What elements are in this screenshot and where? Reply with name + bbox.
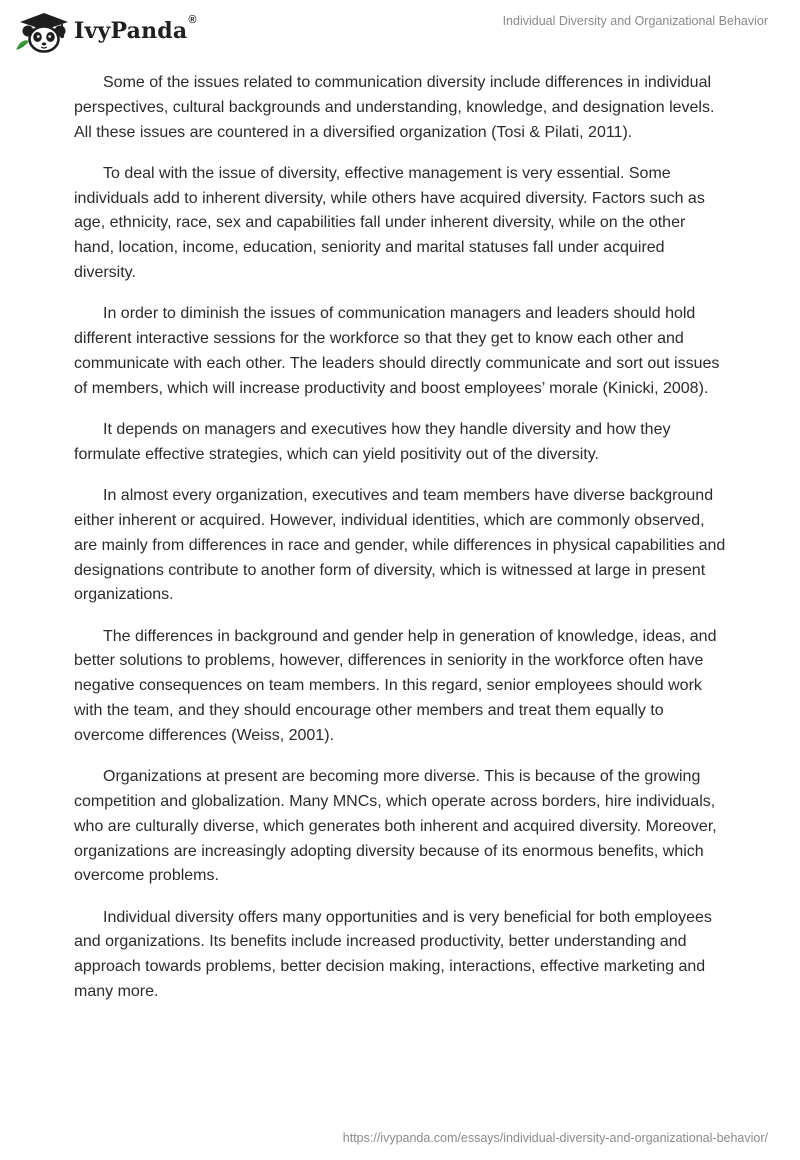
paragraph: Individual diversity offers many opportunities and is very beneficial for both employees and organizations. Its benefits include increased productivity, better understanding and approach towards problems, better decision making, interactions, effective marketing and many more. [74, 908, 712, 1000]
paragraph: In order to diminish the issues of communication managers and leaders should hold different interactive sessions for the workforce so that they get to know each other and communicate with each other. The leaders should directly communicate and sort out issues of members, which will increase productivity and boost employees’ morale (Kinicki, 2008). [74, 305, 720, 397]
paragraph: It depends on managers and executives how they handle diversity and how they formulate effective strategies, which can yield positivity out of the diversity. [74, 421, 671, 463]
paragraph: In almost every organization, executives and team members have diverse background either inherent or acquired. However, individual identities, which are commonly observed, are mainly from differences in race and gender, while differences in physical capabilities and designations contribute to another form of diversity, which is witnessed at large in present organizations. [74, 487, 726, 604]
essay-body [74, 71, 728, 1021]
document-title: Individual Diversity and Organizational Behavior [502, 14, 768, 28]
paragraph: Organizations at present are becoming more diverse. This is because of the growing competition and globalization. Many MNCs, which operate across borders, hire individuals, who are culturally diverse, which generates both inherent and acquired diversity. Moreover, organizations are increasingly adopting diversity because of its enormous benefits, which overcome problems. [74, 768, 717, 885]
brand-wordmark: IvyPanda [74, 18, 188, 44]
ivypanda-logo[interactable] [14, 8, 197, 54]
paragraph: Some of the issues related to communication diversity include differences in individual perspectives, cultural backgrounds and understanding, knowledge, and designation levels. All these issues are countered in a diversified organization (Tosi & Pilati, 2011). [74, 74, 715, 141]
paragraph: To deal with the issue of diversity, effective management is very essential. Some individuals add to inherent diversity, while others have acquired diversity. Factors such as age, ethnicity, race, sex and capabilities fall under inherent diversity, while on the other hand, location, income, education, seniority and marital statuses fall under acquired diversity. [74, 164, 705, 282]
brand-name [74, 14, 197, 44]
panda-graduation-cap-icon [14, 8, 70, 54]
page-header [0, 0, 800, 60]
paragraph: The differences in background and gender help in generation of knowledge, ideas, and better solutions to problems, however, differences in seniority in the workforce often have negative consequences on team members. In this regard, senior employees should work with the team, and they should encourage other members and treat them equally to overcome differences (Weiss, 2001). [74, 627, 717, 744]
source-url[interactable]: https://ivypanda.com/essays/individual-diversity-and-organizational-behavior/ [342, 1131, 768, 1145]
registered-mark: ® [188, 14, 197, 26]
